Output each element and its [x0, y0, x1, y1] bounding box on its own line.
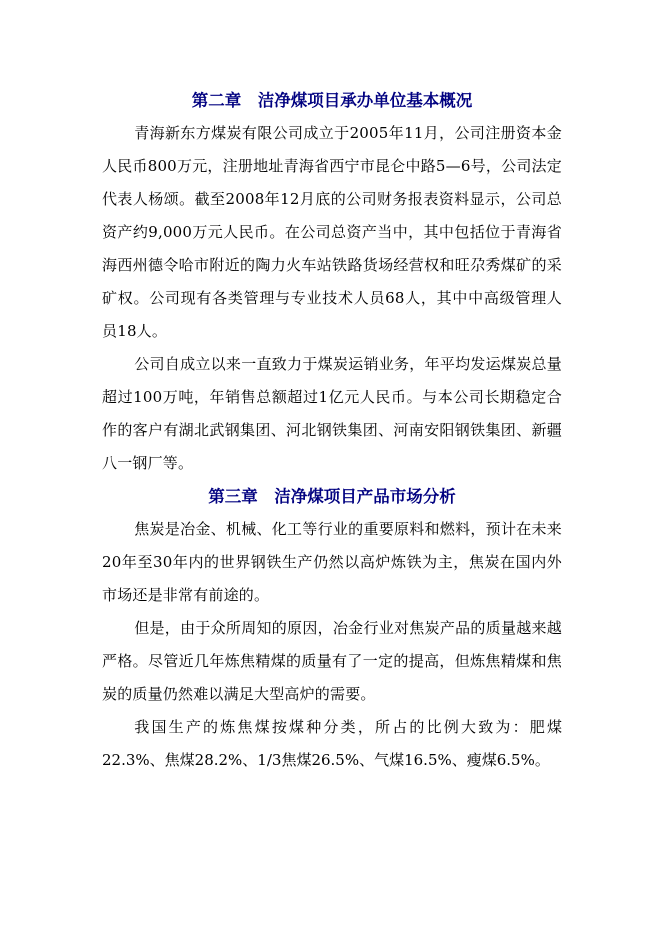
chapter-3-paragraph-3: 我国生产的炼焦煤按煤种分类，所占的比例大致为：肥煤22.3%、焦煤28.2%、1/3焦煤26.5%、气煤16.5%、瘦煤6.5%。	[102, 718, 562, 769]
chapter-3-heading: 第三章 洁净煤项目产品市场分析	[208, 487, 456, 506]
chapter-2-heading: 第二章 洁净煤项目承办单位基本概况	[191, 91, 473, 110]
chapter-3-paragraph-2: 但是，由于众所周知的原因，冶金行业对焦炭产品的质量越来越严格。尽管近几年炼焦精煤的质量有了一定的提高，但炼焦精煤和焦炭的质量仍然难以满足大型高炉的需要。	[102, 619, 562, 703]
chapter-2-paragraph-1: 青海新东方煤炭有限公司成立于2005年11月，公司注册资本金人民币800万元，注册地址青海省西宁市昆仑中路5—6号，公司法定代表人杨颂。截至2008年12月底的公司财务报表资料显示，公司总资产约9,000万元人民币。在公司总资产当中，其中包括位于青海省海西州德令哈市附近的陶力火车站铁路货场经营权和旺尕秀煤矿的采矿权。公司现有各类管理与专业技术人员68人，其中中高级管理人员18人。	[102, 124, 562, 340]
chapter-3-paragraph-1: 焦炭是冶金、机械、化工等行业的重要原料和燃料，预计在未来20年至30年内的世界钢铁生产仍然以高炉炼铁为主，焦炭在国内外市场还是非常有前途的。	[102, 520, 562, 604]
chapter-2-paragraph-2: 公司自成立以来一直致力于煤炭运销业务，年平均发运煤炭总量超过100万吨，年销售总额超过1亿元人民币。与本公司长期稳定合作的客户有湖北武钢集团、河北钢铁集团、河南安阳钢铁集团、新疆八一钢厂等。	[102, 355, 562, 472]
document-body	[102, 84, 562, 777]
